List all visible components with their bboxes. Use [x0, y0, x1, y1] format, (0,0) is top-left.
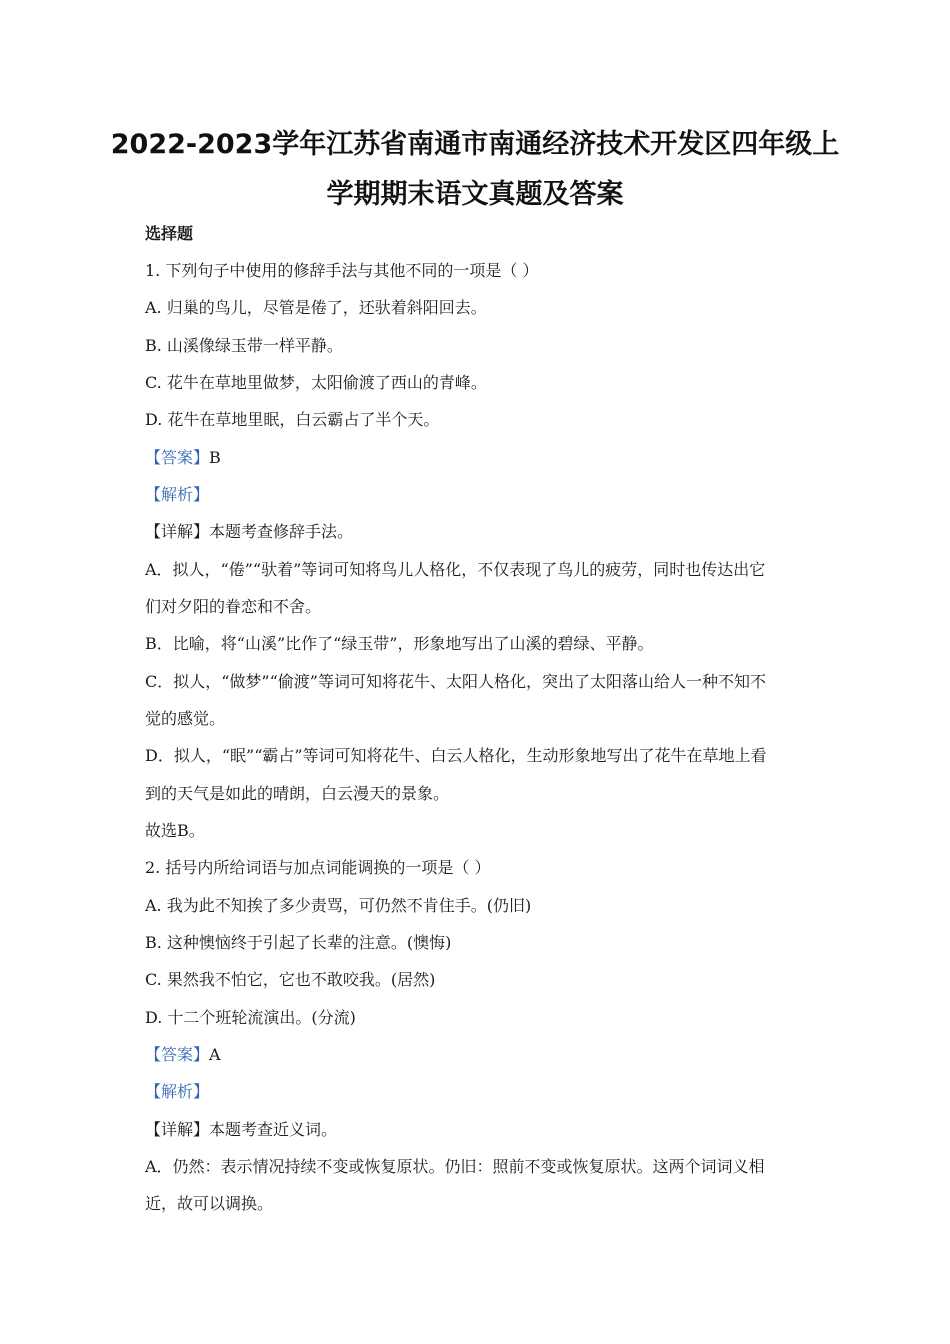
answer-tag: 【答案】	[145, 1045, 210, 1064]
question-1-stem: 1. 下列句子中使用的修辞手法与其他不同的一项是（ ）	[145, 261, 539, 280]
question-2-option-b: B. 这种懊恼终于引起了长辈的注意。(懊悔)	[145, 933, 452, 952]
question-2-option-a: A. 我为此不知挨了多少责骂，可仍然不肯住手。(仍旧)	[145, 896, 532, 915]
question-2-option-d: D. 十二个班轮流演出。(分流)	[145, 1008, 356, 1027]
question-2-stem: 2. 括号内所给词语与加点词能调换的一项是（ ）	[145, 858, 491, 877]
section-heading: 选择题	[145, 224, 194, 243]
answer-value: A	[209, 1045, 221, 1064]
question-1-explanation-line: B．比喻，将“山溪”比作了“绿玉带”，形象地写出了山溪的碧绿、平静。	[145, 634, 654, 653]
question-1-answer	[145, 448, 221, 468]
question-1-analysis-tag: 【解析】	[145, 485, 210, 504]
question-2-answer	[145, 1045, 221, 1065]
question-2-explanation-line: A．仍然：表示情况持续不变或恢复原状。仍旧：照前不变或恢复原状。这两个词词义相	[145, 1157, 765, 1176]
question-1-conclusion: 故选B。	[145, 821, 205, 840]
question-2-option-c: C. 果然我不怕它，它也不敢咬我。(居然)	[145, 970, 436, 989]
question-1-detail: 【详解】本题考查修辞手法。	[145, 522, 354, 541]
question-1-option-a: A. 归巢的鸟儿，尽管是倦了，还驮着斜阳回去。	[145, 298, 487, 317]
question-1-option-c: C. 花牛在草地里做梦，太阳偷渡了西山的青峰。	[145, 373, 487, 392]
question-2-explanation-line: 近，故可以调换。	[145, 1194, 274, 1213]
question-1-explanation-line: D．拟人，“眠”“霸占”等词可知将花牛、白云人格化，生动形象地写出了花牛在草地上看	[145, 746, 767, 765]
question-1-explanation-line: 们对夕阳的眷恋和不舍。	[145, 597, 322, 616]
answer-tag: 【答案】	[145, 448, 210, 467]
question-1-explanation-line: C．拟人，“做梦”“偷渡”等词可知将花牛、太阳人格化，突出了太阳落山给人一种不知不	[145, 672, 766, 691]
question-1-explanation-line: 到的天气是如此的晴朗，白云漫天的景象。	[145, 784, 450, 803]
document-title-line-1: 2022-2023学年江苏省南通市南通经济技术开发区四年级上	[110, 129, 840, 160]
question-1-explanation-line: 觉的感觉。	[145, 709, 226, 728]
document-title-line-2: 学期期末语文真题及答案	[326, 179, 624, 210]
question-1-option-b: B. 山溪像绿玉带一样平静。	[145, 336, 343, 355]
question-2-analysis-tag: 【解析】	[145, 1082, 210, 1101]
answer-value: B	[209, 448, 221, 467]
question-1-option-d: D. 花牛在草地里眠，白云霸占了半个天。	[145, 410, 440, 429]
question-2-detail: 【详解】本题考查近义词。	[145, 1120, 338, 1139]
question-1-explanation-line: A．拟人，“倦”“驮着”等词可知将鸟儿人格化，不仅表现了鸟儿的疲劳，同时也传达出它	[145, 560, 766, 579]
